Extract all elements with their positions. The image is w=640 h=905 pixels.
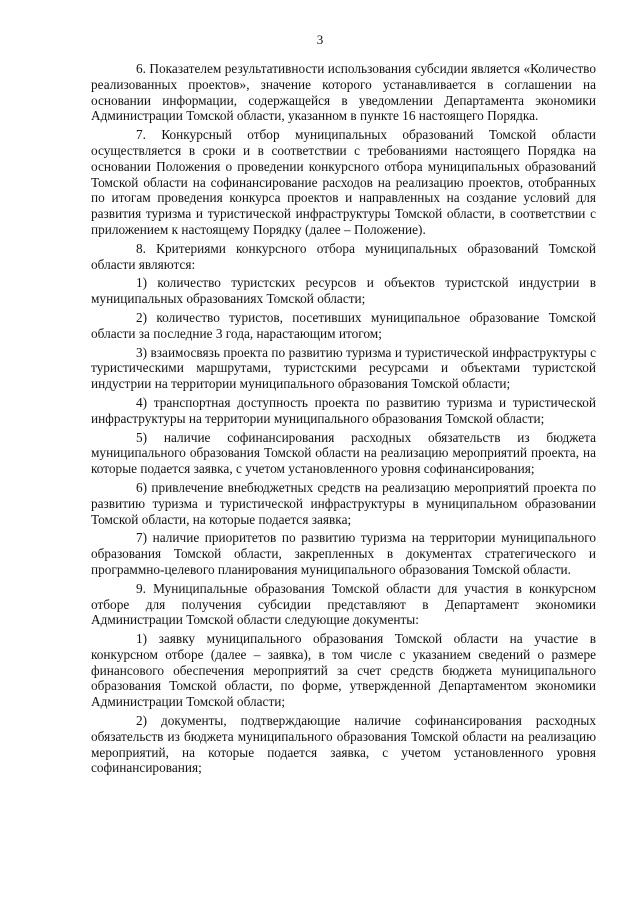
criterion-3: 3) взаимосвязь проекта по развитию туризма и туристической инфраструктуры с туристическими маршрутами, туристскими ресурсами и объектами туристской индустрии на территории муниципального образования Томской области; [91,344,596,392]
document-item-1: 1) заявку муниципального образования Томской области на участие в конкурсном отборе (далее – заявка), в том числе с указанием сведений о размере финансового обеспечения мероприятий за счет средств бюджета муниципального образования Томской области, по форме, утвержденной Департаментом экономики Администрации Томской области; [91,631,596,710]
criterion-1: 1) количество туристских ресурсов и объектов туристской индустрии в муниципальных образованиях Томской области; [91,275,596,307]
criterion-7: 7) наличие приоритетов по развитию туризма на территории муниципального образования Томской области, закрепленных в документах стратегического и программно-целевого планирования муниципального образования Томской области. [91,530,596,577]
criterion-2: 2) количество туристов, посетивших муниципальное образование Томской области за последние 3 года, нарастающим итогом; [91,309,596,341]
criterion-5: 5) наличие софинансирования расходных обязательств из бюджета муниципального образования Томской области на реализацию мероприятий проекта, на которые подается заявка, с учетом установленного уровня софинансирования; [91,429,596,477]
paragraph-6: 6. Показателем результативности использования субсидии является «Количество реализованных проектов», значение которого устанавливается в соглашении на основании информации, содержащейся в уведомлении Департамента экономики Администрации Томской области, указанном в пункте 16 настоящего Порядка. [91,61,596,124]
document-body [91,61,596,779]
paragraph-7: 7. Конкурсный отбор муниципальных образований Томской области осуществляется в сроки и в соответствии с требованиями настоящего Порядка на основании Положения о проведении конкурсного отбора муниципальных образований Томской области на софинансирование расходов на реализацию проектов, отобранных по итогам проведения конкурса проектов и направленных на создание условий для развития туризма и туристической инфраструктуры Томской области, в соответствии с приложением к настоящему Порядку (далее – Положение). [91,127,596,237]
criterion-6: 6) привлечение внебюджетных средств на реализацию мероприятий проекта по развитию туризма и туристической инфраструктуры в муниципальном образовании Томской области, на которые подается заявка; [91,479,596,527]
criterion-4: 4) транспортная доступность проекта по развитию туризма и туристической инфраструктуры на территории муниципального образования Томской области; [91,394,596,426]
paragraph-8: 8. Критериями конкурсного отбора муниципальных образований Томской области являются: [91,240,596,272]
page-number: 3 [316,32,324,47]
document-item-2: 2) документы, подтверждающие наличие софинансирования расходных обязательств из бюджета муниципального образования Томской области на реализацию мероприятий, на которые подается заявка, с учетом установленного уровня софинансирования; [91,713,596,776]
paragraph-9: 9. Муниципальные образования Томской области для участия в конкурсном отборе для получения субсидии представляют в Департамент экономики Администрации Томской области следующие документы: [91,580,596,628]
